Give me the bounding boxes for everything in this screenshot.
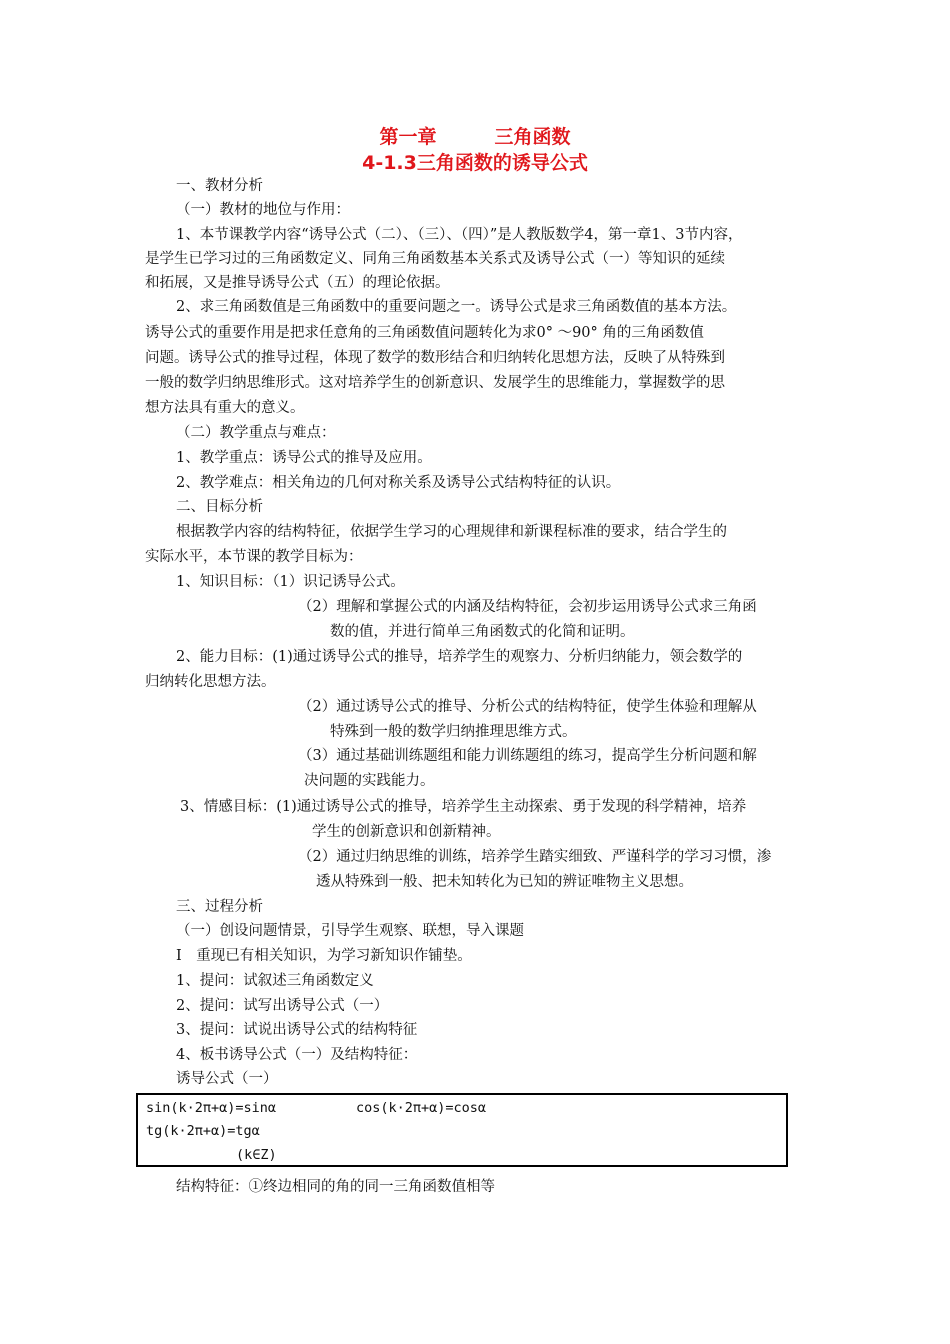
subsection-heading: （二）教学重点与难点： — [176, 425, 336, 441]
chapter-title — [0, 122, 950, 149]
paragraph-line: （2）通过归纳思维的训练，培养学生踏实细致、严谨科学的学习习惯，渗 — [298, 849, 772, 865]
paragraph-line: （3）通过基础训练题组和能力训练题组的练习，提高学生分析问题和解 — [298, 748, 757, 764]
paragraph-line: 是学生已学习过的三角函数定义、同角三角函数基本关系式及诱导公式（一）等知识的延续 — [145, 251, 725, 267]
cos-formula: cos(k·2π+α)=cosα — [356, 1100, 487, 1116]
paragraph-line: 学生的创新意识和创新精神。 — [312, 824, 501, 840]
paragraph-line: 特殊到一般的数学归纳推理思维方式。 — [330, 724, 577, 740]
paragraph-line: 3、情感目标：(1)通过诱导公式的推导，培养学生主动探索、勇于发现的科学精神，培养 — [180, 799, 747, 815]
paragraph-line: 数的值，并进行简单三角函数式的化简和证明。 — [330, 624, 635, 640]
paragraph-line: 问题。诱导公式的推导过程，体现了数学的数形结合和归纳转化思想方法，反映了从特殊到 — [145, 350, 725, 366]
paragraph-line: （2）理解和掌握公式的内涵及结构特征，会初步运用诱导公式求三角函 — [298, 599, 757, 615]
paragraph-line: 1、本节课教学内容“诱导公式（二）、（三）、（四）”是人教版数学4，第一章1、3节内容， — [176, 227, 743, 243]
paragraph-line: 1、提问：试叙述三角函数定义 — [176, 973, 374, 989]
paragraph-line: 2、能力目标：(1)通过诱导公式的推导，培养学生的观察力、分析归纳能力，领会数学的 — [176, 649, 743, 665]
paragraph-line: 透从特殊到一般、把未知转化为已知的辨证唯物主义思想。 — [316, 874, 693, 890]
paragraph-line: 1、教学重点：诱导公式的推导及应用。 — [176, 450, 432, 466]
lesson-title: 4-1.3三角函数的诱导公式 — [362, 152, 588, 174]
paragraph-line: 2、提问：试写出诱导公式（一） — [176, 998, 389, 1014]
paragraph-line: 结构特征：①终边相同的角的同一三角函数值相等 — [176, 1179, 495, 1195]
domain-note: (k∈Z) — [236, 1147, 277, 1163]
tg-formula: tg(k·2π+α)=tgα — [146, 1123, 260, 1139]
paragraph-line: 根据教学内容的结构特征，依据学生学习的心理规律和新课程标准的要求，结合学生的 — [176, 524, 727, 540]
paragraph-line: 诱导公式的重要作用是把求任意角的三角函数值问题转化为求0° ～90° 角的三角函数值 — [145, 325, 704, 341]
sin-formula: sin(k·2π+α)=sinα — [146, 1100, 277, 1116]
section-heading: 一、教材分析 — [176, 178, 263, 194]
section-heading: 三、过程分析 — [176, 899, 263, 915]
paragraph-line: 和拓展，又是推导诱导公式（五）的理论依据。 — [145, 275, 450, 291]
section-heading: 二、目标分析 — [176, 499, 263, 515]
paragraph-line: 1、知识目标：（1）识记诱导公式。 — [176, 574, 405, 590]
chapter-label: 第一章 — [379, 126, 437, 148]
paragraph-line: Ⅰ 重现已有相关知识，为学习新知识作铺垫。 — [176, 948, 472, 964]
paragraph-line: 2、教学难点：相关角边的几何对称关系及诱导公式结构特征的认识。 — [176, 475, 621, 491]
paragraph-line: 归纳转化思想方法。 — [145, 674, 276, 690]
paragraph-line: 4、板书诱导公式（一）及结构特征： — [176, 1047, 418, 1063]
paragraph-line: 实际水平，本节课的教学目标为： — [145, 549, 363, 565]
subsection-heading: （一）创设问题情景，引导学生观察、联想，导入课题 — [176, 923, 524, 939]
paragraph-line: 决问题的实践能力。 — [304, 773, 435, 789]
paragraph-line: 想方法具有重大的意义。 — [145, 400, 305, 416]
formula-box — [136, 1093, 788, 1167]
paragraph-line: 诱导公式（一） — [176, 1071, 278, 1087]
paragraph-line: 2、求三角函数值是三角函数中的重要问题之一。诱导公式是求三角函数值的基本方法。 — [176, 299, 737, 315]
paragraph-line: 3、提问：试说出诱导公式的结构特征 — [176, 1022, 418, 1038]
chapter-topic: 三角函数 — [494, 126, 571, 148]
subsection-heading: （一）教材的地位与作用： — [176, 202, 350, 218]
paragraph-line: （2）通过诱导公式的推导、分析公式的结构特征，使学生体验和理解从 — [298, 699, 757, 715]
paragraph-line: 一般的数学归纳思维形式。这对培养学生的创新意识、发展学生的思维能力，掌握数学的思 — [145, 375, 725, 391]
